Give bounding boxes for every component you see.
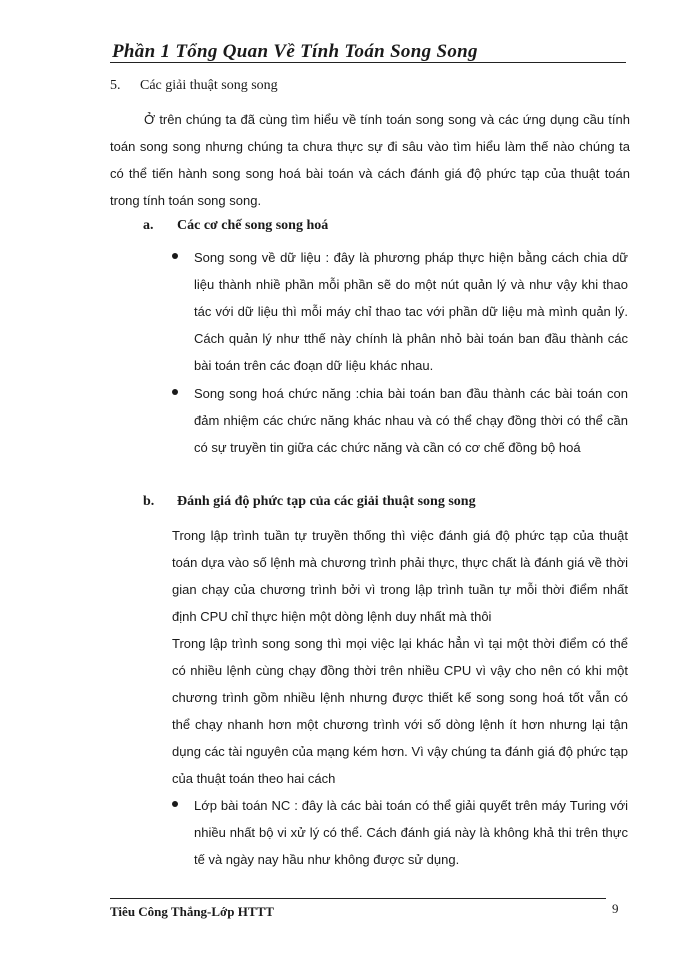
bullet-text: Song song về dữ liệu : đây là phương pháp thực hiện bằng cách chia dữ liệu thành nhiề phần mỗi phần sẽ do một nút quản lý và như vậy khi thao tác với dữ liệu thì mỗi máy chỉ thao tac với phần dữ liệu mà mình quản lý. Cách quản lý như tthế này chính là phân nhỏ bài toán ban đầu thành các bài toán trên các đoạn dữ liệu khác nhau. (194, 250, 628, 373)
bullet-text: Lớp bài toán NC : đây là các bài toán có thể giải quyết trên máy Turing với nhiều nhất bộ vi xử lý có thể. Cách đánh giá này là không khả thi trên thực tế và ngày nay hầu như không được sử dụng. (194, 798, 628, 867)
bullet-text: Song song hoá chức năng :chia bài toán ban đầu thành các bài toán con đảm nhiệm các chức năng khác nhau và có thể chạy đồng thời có thể cần có sự truyền tin giữa các chức năng và cần có cơ chế đồng bộ hoá (194, 386, 628, 455)
bullet-item (172, 380, 628, 461)
page-number: 9 (612, 901, 619, 916)
section-intro: Ở trên chúng ta đã cùng tìm hiểu về tính toán song song và các ứng dụng cầu tính toán song song nhưng chúng ta chưa thực sự đi sâu vào tìm hiểu làm thế nào chúng ta có thể tiến hành song song hoá bài toán và cách đánh giá độ phức tạp của thuật toán trong tính toán song song. (110, 112, 630, 208)
section-heading (110, 78, 278, 94)
bullet-icon (172, 389, 178, 395)
section-title: Các giải thuật song song (140, 78, 278, 93)
bullet-item (172, 792, 628, 873)
page-header (110, 40, 626, 63)
footer-author: Tiêu Công Thắng-Lớp HTTT (110, 904, 274, 919)
subsection-a-letter: a. (143, 218, 154, 233)
header-title: Phần 1 Tổng Quan Về Tính Toán Song Song (112, 41, 478, 62)
subsection-b-title: Đánh giá độ phức tạp của các giải thuật song song (177, 494, 476, 509)
subsection-a-heading (143, 218, 328, 234)
bullet-icon (172, 801, 178, 807)
bullet-icon (172, 253, 178, 259)
paragraph: Trong lập trình tuần tự truyền thống thì việc đánh giá độ phức tạp của thuật toán dựa vào số lệnh mà chương trình phải thực, thực chất là đánh giá về thời gian chạy của chương trình bởi vì trong lập trình tuần tự mỗi thời điểm nhất định CPU chỉ thực hiện một dòng lệnh duy nhất mà thôi (172, 528, 628, 624)
section-number: 5. (110, 78, 121, 93)
subsection-b-heading (143, 494, 476, 510)
bullet-item (172, 244, 628, 379)
subsection-a-title: Các cơ chế song song hoá (177, 218, 329, 233)
subsection-b-letter: b. (143, 494, 155, 509)
paragraph: Trong lập trình song song thì mọi việc lại khác hẳn vì tại một thời điểm có thể có nhiều lệnh cùng chạy đồng thời trên nhiều CPU vì vậy cho nên có khi một chương trình gồm nhiều lệnh nhưng được thiết kế song song hoá tốt vẫn có thể chạy nhanh hơn một chương trình với số dòng lệnh ít hơn nhưng lại tận dụng các tài nguyên của mạng kém hơn. Vì vậy chúng ta đánh giá độ phức tạp của thuật toán theo hai cách (172, 636, 628, 786)
footer-divider (110, 898, 606, 899)
